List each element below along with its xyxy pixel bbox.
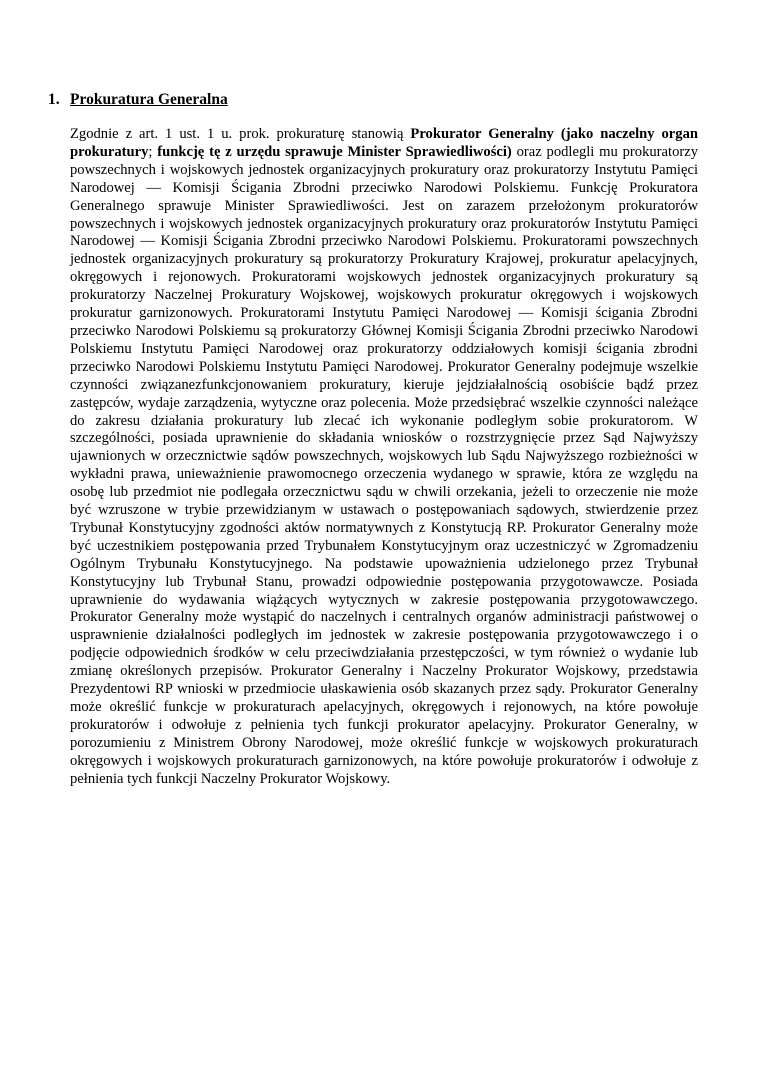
section-heading <box>48 90 228 110</box>
section-number: 1. <box>48 91 60 108</box>
paragraph-bold-prosecutor-general: Prokurator Generalny (jako naczelny organ prokuratury <box>70 126 698 160</box>
paragraph-separator: ; <box>148 143 158 160</box>
section-title: Prokuratura Generalna <box>70 91 228 108</box>
paragraph-body: oraz podlegli mu prokuratorzy powszechnych i wojskowych jednostek organizacyjnych prokuratury oraz prokuratorzy Instytutu Pamięci Narodowej — Komisji Ścigania Zbrodni przeciwko Narodowi Polskiemu. Funkcję Prokuratora Generalnego sprawuje Minister Sprawiedliwości. Jest on zarazem przełożonym prokuratorów powszechnych i wojskowych jednostek organizacyjnych prokuratury oraz prokuratorów Instytutu Pamięci Narodowej — Komisji Ścigania Zbrodni przeciwko Narodowi Polskiemu. Prokuratorami powszechnych jednostek organizacyjnych prokuratury są prokuratorzy Prokuratury Krajowej, prokuratur apelacyjnych, okręgowych i rejonowych. Prokuratorami wojskowych jednostek organizacyjnych prokuratury są prokuratorzy Naczelnej Prokuratury Wojskowej, wojskowych prokuratur okręgowych i wojskowych prokuratur garnizonowych. Prokuratorami Instytutu Pamięci Narodowej — Komisji ścigania Zbrodni przeciwko Narodowi Polskiemu są prokuratorzy Głównej Komisji Ścigania Zbrodni przeciwko Narodowi Polskiemu Instytutu Pamięci Narodowej oraz prokuratorzy oddziałowych komisji ścigania zbrodni przeciwko Narodowi Polskiemu Instytutu Pamięci Narodowej. Prokurator Generalny podejmuje wszelkie czynności związanezfunkcjonowaniem prokuratury, kieruje jejdziałalnością osobiście bądź przez zastępców, wydaje zarządzenia, wytyczne oraz polecenia. Może przedsiębrać wszelkie czynności należące do zakresu działania prokuratury lub zlecać ich wykonanie podległym sobie prokuratorom. W szczególności, posiada uprawnienie do składania wniosków o rozstrzygnięcie przez Sąd Najwyższy ujawnionych w orzecznictwie sądów powszechnych, wojskowych lub Sądu Najwyższego rozbieżności w wykładni prawa, unieważnienie prawomocnego orzeczenia wydanego w sprawie, która ze względu na osobę lub przedmiot nie podlegała orzecznictwu sądu w chwili orzekania, jeżeli to orzeczenie nie może być wzruszone w trybie przewidzianym w ustawach o postępowaniach sądowych, stwierdzenie przez Trybunał Konstytucyjny zgodności aktów normatywnych z Konstytucją RP. Prokurator Generalny może być uczestnikiem postępowania przed Trybunałem Konstytucyjnym oraz uczestniczyć w Zgromadzeniu Ogólnym Trybunału Konstytucyjnego. Na podstawie upoważnienia udzielonego przez Trybunał Konstytucyjny lub Trybunał Stanu, prowadzi odpowiednie postępowania przygotowawcze. Posiada uprawnienie do wydawania wiążących wytycznych w zakresie postępowania przygotowawczego. Prokurator Generalny może wystąpić do naczelnych i centralnych organów administracji państwowej o usprawnienie działalności podległych im jednostek w zakresie postępowania przygotowawczego i o podjęcie odpowiednich środków w celu przeciwdziałania przestępczości, w tym również o wydanie lub zmianę określonych przepisów. Prokurator Generalny i Naczelny Prokurator Wojskowy, przedstawia Prezydentowi RP wnioski w przedmiocie ułaskawienia osób skazanych przez sądy. Prokurator Generalny może określić funkcje w prokuraturach apelacyjnych, okręgowych i rejonowych, na które powołuje prokuratorów i odwołuje z pełnienia tych funkcji prokurator apelacyjny. Prokurator Generalny, w porozumieniu z Ministrem Obrony Narodowej, może określić funkcje w wojskowych prokuraturach okręgowych i wojskowych prokuraturach garnizonowych, na które powołuje prokuratorów i odwołuje z pełnienia tych funkcji Naczelny Prokurator Wojskowy. <box>70 143 698 787</box>
paragraph-bold-minister: funkcję tę z urzędu sprawuje Minister Sprawiedliwości) <box>157 143 512 160</box>
paragraph-intro: Zgodnie z art. 1 ust. 1 u. prok. prokuraturę stanowią <box>70 126 411 142</box>
section-paragraph <box>70 126 698 789</box>
